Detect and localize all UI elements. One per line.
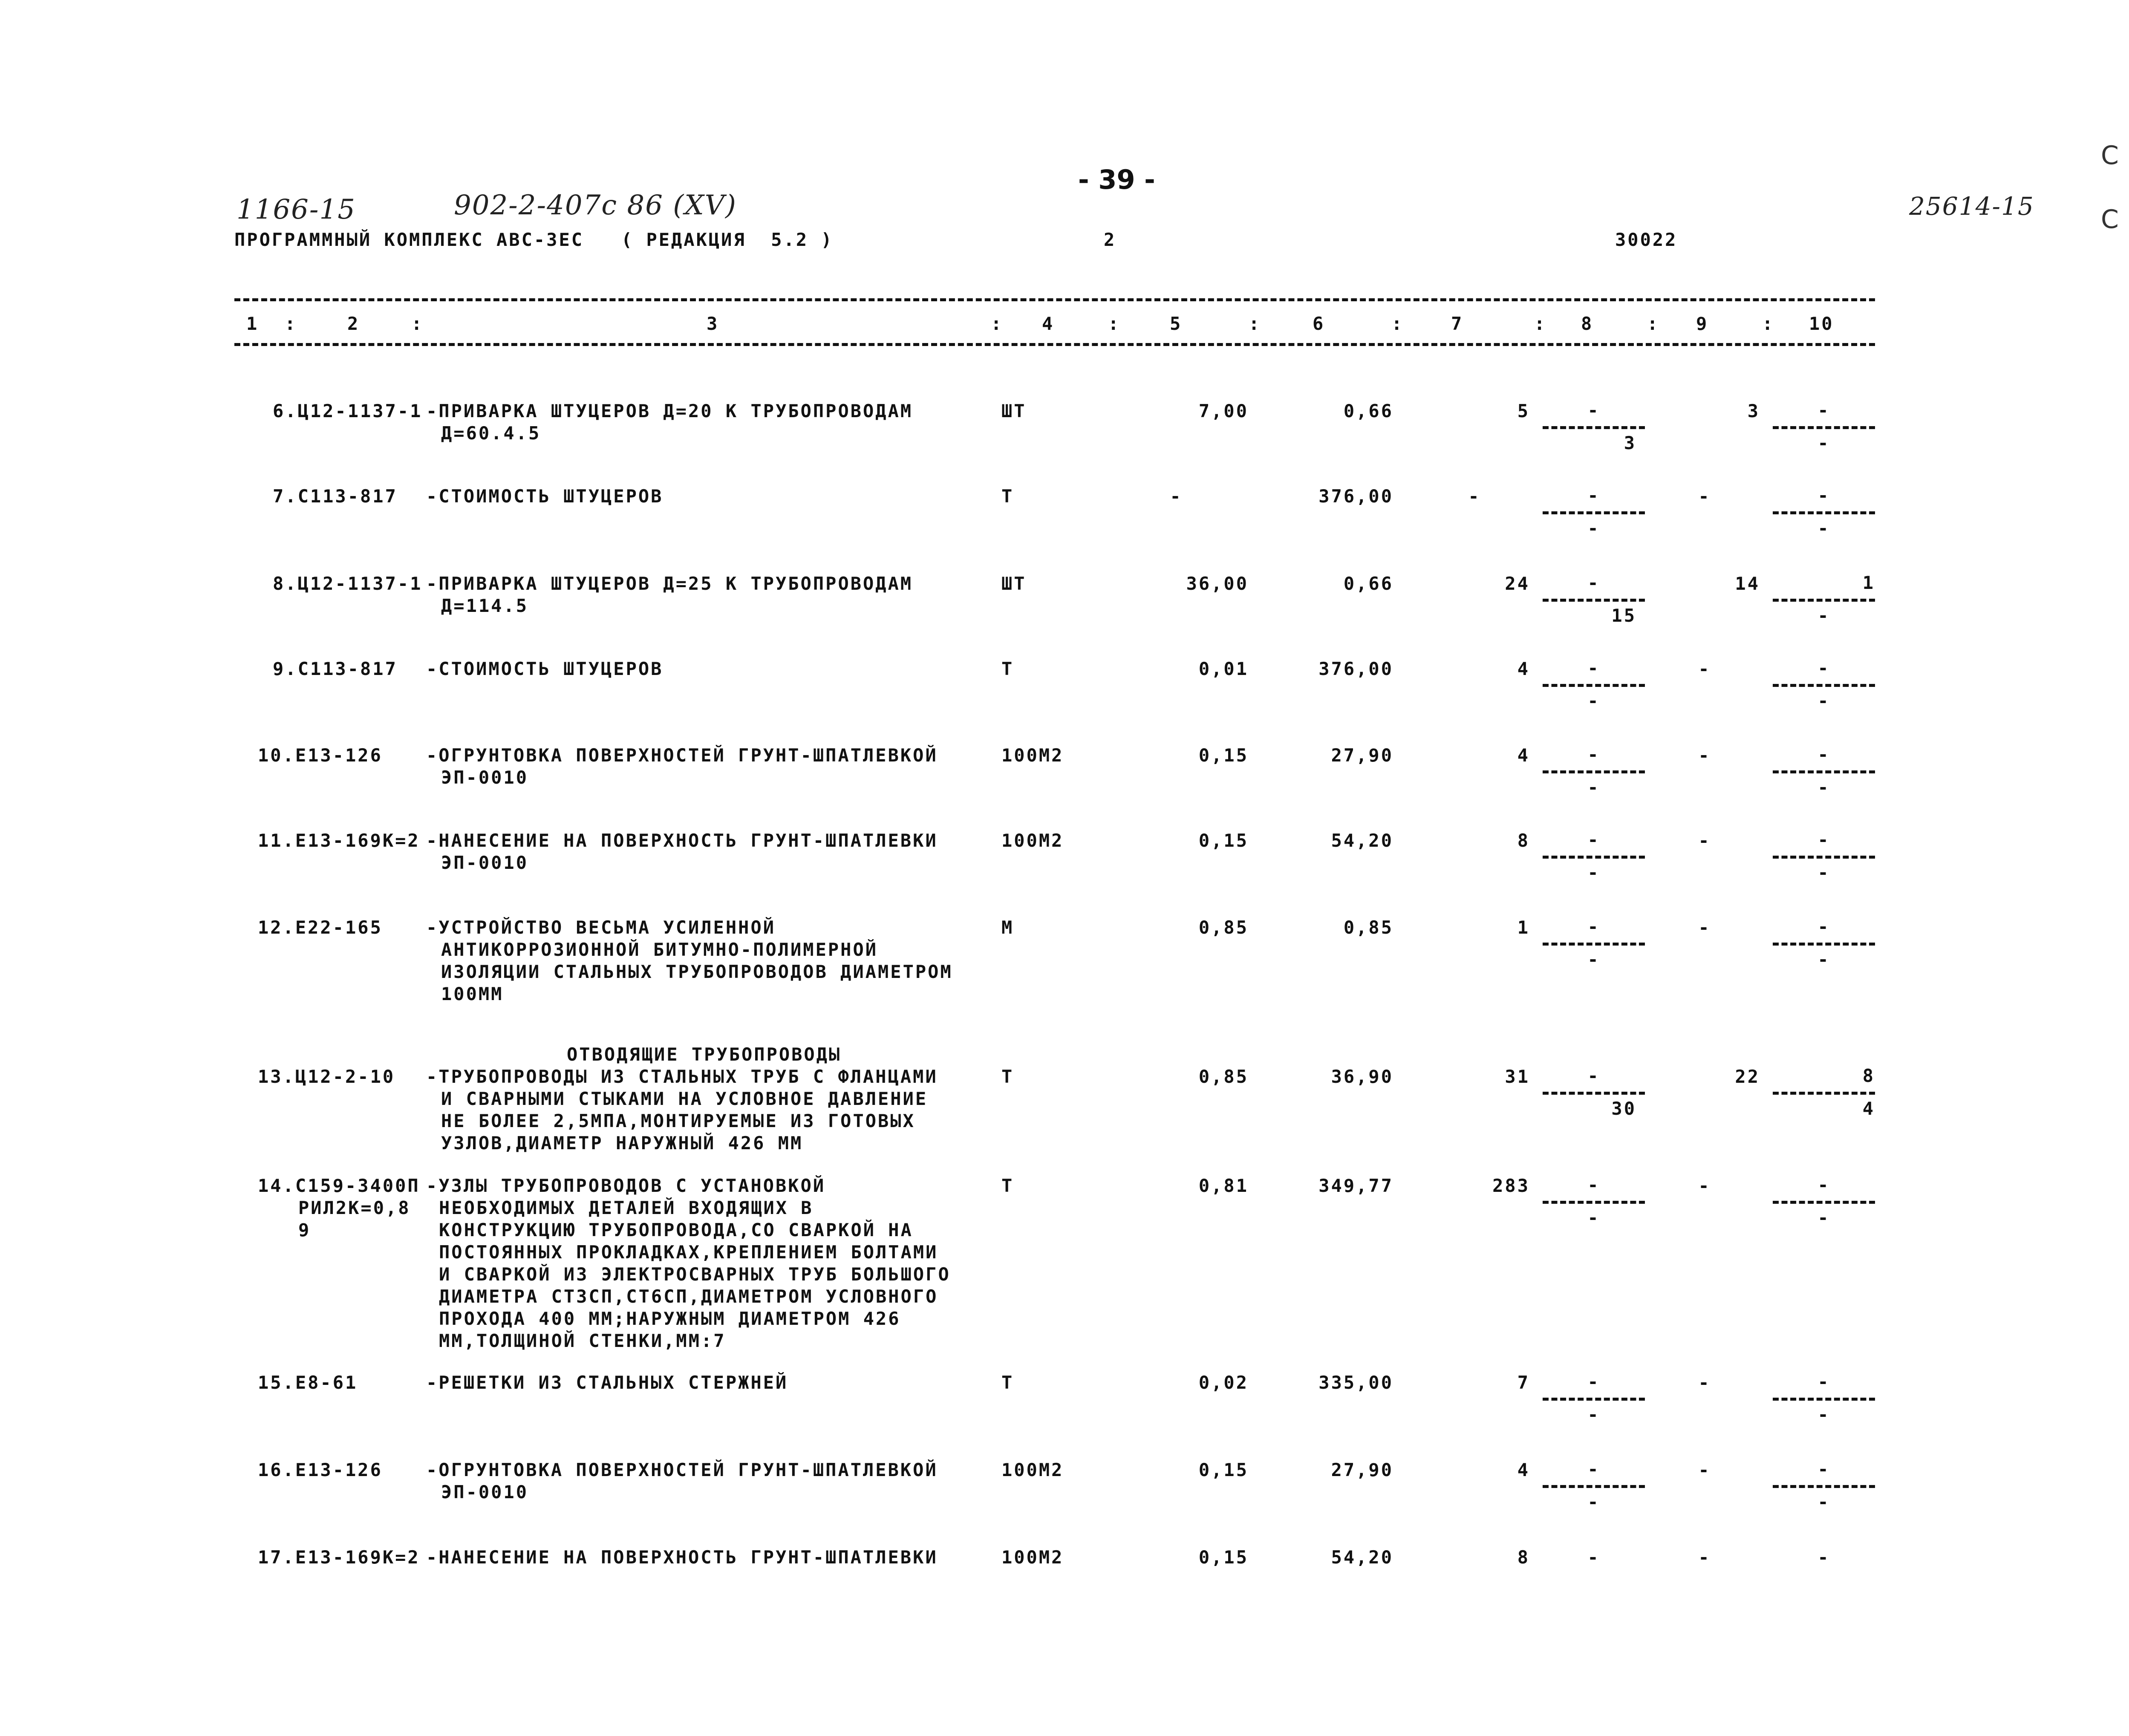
row-col9: -	[1698, 1459, 1711, 1480]
row-desc: Д=114.5	[441, 595, 529, 616]
col-header-10: 10	[1809, 313, 1834, 334]
row-col10-bottom: 4	[1862, 1098, 1875, 1119]
row-col8-bottom: -	[1587, 1404, 1600, 1425]
row-desc: И СВАРКОЙ ИЗ ЭЛЕКТРОСВАРНЫХ ТРУБ БОЛЬШОГО	[439, 1264, 951, 1285]
row-col10-fraction	[1773, 658, 1875, 711]
row-desc: -УСТРОЙСТВО ВЕСЬМА УСИЛЕННОЙ	[426, 917, 776, 938]
row-col10-fraction	[1773, 486, 1875, 538]
row-col9: -	[1698, 1547, 1711, 1568]
row-col8-top: -	[1587, 1459, 1600, 1479]
row-quantity: 0,01	[1198, 658, 1249, 679]
row-desc: ЭП-0010	[441, 767, 529, 788]
row-unit: Т	[1001, 486, 1014, 507]
sheet-number: 2	[1104, 229, 1116, 250]
row-col8-top: -	[1587, 657, 1600, 678]
col-header-2: 2	[347, 313, 360, 334]
col-header-5: 5	[1170, 313, 1183, 334]
row-unit: Т	[1001, 658, 1014, 679]
row-col9: -	[1698, 1175, 1711, 1196]
row-col8-top: -	[1587, 485, 1600, 506]
row-col9: -	[1698, 830, 1711, 851]
row-col8-bottom: 3	[1624, 433, 1636, 453]
row-col9: -	[1698, 486, 1711, 507]
row-col8-bottom: 30	[1611, 1098, 1636, 1119]
row-desc: ПРОХОДА 400 ММ;НАРУЖНЫМ ДИАМЕТРОМ 426	[439, 1308, 901, 1329]
row-col10-bottom: -	[1817, 949, 1830, 970]
row-col10-top: -	[1817, 1174, 1830, 1195]
row-desc: -НАНЕСЕНИЕ НА ПОВЕРХНОСТЬ ГРУНТ-ШПАТЛЕВКИ	[426, 830, 938, 851]
row-col7: 8	[1517, 830, 1530, 851]
row-col10-top: -	[1817, 657, 1830, 678]
row-col7: 1	[1517, 917, 1530, 938]
row-code: 11.Е13-169К=2	[258, 830, 420, 851]
row-price: 376,00	[1318, 658, 1393, 679]
row-col8-bottom: -	[1587, 1207, 1600, 1228]
row-price: 27,90	[1331, 1459, 1393, 1480]
row-col9: -	[1698, 1372, 1711, 1393]
row-unit: 100М2	[1001, 830, 1064, 851]
row-col7: 24	[1505, 573, 1530, 594]
row-code: 15.Е8-61	[258, 1372, 358, 1393]
row-col8-bottom: -	[1587, 518, 1600, 539]
row-col10-top: -	[1817, 1547, 1830, 1568]
handwritten-inventory-number: 1166-15	[237, 194, 356, 225]
row-col10-top: -	[1817, 400, 1830, 421]
row-unit: Т	[1001, 1175, 1014, 1196]
col-header-1: 1	[246, 313, 259, 334]
row-col10-top: 1	[1862, 572, 1875, 593]
row-col10-top: -	[1817, 744, 1830, 765]
row-col10-bottom: -	[1817, 777, 1830, 798]
row-col8-top: -	[1587, 1174, 1600, 1195]
handwritten-project-code: 902-2-407с 86 (XV)	[454, 190, 737, 221]
row-desc: НЕ БОЛЕЕ 2,5МПА,МОНТИРУЕМЫЕ ИЗ ГОТОВЫХ	[441, 1110, 915, 1131]
row-desc: -НАНЕСЕНИЕ НА ПОВЕРХНОСТЬ ГРУНТ-ШПАТЛЕВКИ	[426, 1547, 938, 1568]
row-unit: ШТ	[1001, 401, 1027, 421]
row-col10-bottom: -	[1817, 605, 1830, 626]
row-col8-bottom: -	[1587, 1491, 1600, 1512]
row-col7: 4	[1517, 745, 1530, 766]
row-quantity: 0,85	[1198, 1066, 1249, 1087]
row-desc: -ПРИВАРКА ШТУЦЕРОВ Д=20 К ТРУБОПРОВОДАМ	[426, 401, 913, 421]
row-col10-bottom: -	[1817, 1404, 1830, 1425]
row-col9: -	[1698, 917, 1711, 938]
row-quantity: 0,15	[1198, 830, 1249, 851]
row-col7: 7	[1517, 1372, 1530, 1393]
row-col8-fraction	[1543, 658, 1645, 711]
row-desc: -СТОИМОСТЬ ШТУЦЕРОВ	[426, 658, 664, 679]
row-price: 0,85	[1343, 917, 1393, 938]
row-col8-fraction	[1543, 573, 1645, 626]
row-col8-bottom: -	[1587, 777, 1600, 798]
row-desc: ИЗОЛЯЦИИ СТАЛЬНЫХ ТРУБОПРОВОДОВ ДИАМЕТРОМ	[441, 961, 953, 982]
row-price: 335,00	[1318, 1372, 1393, 1393]
row-unit: Т	[1001, 1372, 1014, 1393]
row-col7: 283	[1492, 1175, 1530, 1196]
row-col10-fraction	[1773, 1066, 1875, 1119]
margin-mark-top: C	[2101, 141, 2119, 170]
row-col10-bottom: -	[1817, 433, 1830, 453]
row-col8-top: -	[1587, 744, 1600, 765]
row-desc: -УЗЛЫ ТРУБОПРОВОДОВ С УСТАНОВКОЙ	[426, 1175, 826, 1196]
row-desc: НЕОБХОДИМЫХ ДЕТАЛЕЙ ВХОДЯЩИХ В	[439, 1197, 814, 1218]
row-col8-fraction	[1543, 1175, 1645, 1228]
table-header-rule	[234, 343, 1875, 346]
row-unit: 100М2	[1001, 1547, 1064, 1568]
row-unit: М	[1001, 917, 1014, 938]
row-col7: 5	[1517, 401, 1530, 421]
page-number: - 39 -	[1078, 164, 1155, 195]
row-col10-fraction	[1773, 1459, 1875, 1512]
row-col10-bottom: -	[1817, 1207, 1830, 1228]
row-desc: И СВАРНЫМИ СТЫКАМИ НА УСЛОВНОЕ ДАВЛЕНИЕ	[441, 1088, 928, 1109]
row-desc: АНТИКОРРОЗИОННОЙ БИТУМНО-ПОЛИМЕРНОЙ	[441, 939, 878, 960]
row-col8-top: -	[1587, 1547, 1600, 1568]
col-header-9: 9	[1696, 313, 1709, 334]
row-col9: 14	[1735, 573, 1760, 594]
row-code: 10.Е13-126	[258, 745, 383, 766]
row-col7: 4	[1517, 1459, 1530, 1480]
row-code: 9.С113-817	[273, 658, 398, 679]
row-col8-bottom: -	[1587, 949, 1600, 970]
row-col10-top: 8	[1862, 1065, 1875, 1086]
row-price: 0,66	[1343, 401, 1393, 421]
row-code: 16.Е13-126	[258, 1459, 383, 1480]
row-code-continued: РИЛ2К=0,8	[298, 1197, 411, 1218]
row-desc: УЗЛОВ,ДИАМЕТР НАРУЖНЫЙ 426 ММ	[441, 1133, 803, 1153]
row-col8-bottom: -	[1587, 690, 1600, 711]
row-col8-top: -	[1587, 400, 1600, 421]
row-col8-bottom: -	[1587, 862, 1600, 883]
row-col10-bottom: -	[1817, 1491, 1830, 1512]
row-col8-fraction	[1543, 1066, 1645, 1119]
row-col10-top: -	[1817, 1371, 1830, 1392]
row-desc: 100ММ	[441, 983, 504, 1004]
row-col10-bottom: -	[1817, 862, 1830, 883]
row-price: 376,00	[1318, 486, 1393, 507]
row-col8-top: -	[1587, 1371, 1600, 1392]
row-col10-fraction	[1773, 830, 1875, 882]
row-col8-top: -	[1587, 1065, 1600, 1086]
row-col10-fraction	[1773, 573, 1875, 626]
row-unit: Т	[1001, 1066, 1014, 1087]
row-price: 54,20	[1331, 1547, 1393, 1568]
row-code: 6.Ц12-1137-1	[273, 401, 423, 421]
row-desc: ДИАМЕТРА СТ3СП,СТ6СП,ДИАМЕТРОМ УСЛОВНОГО	[439, 1286, 938, 1307]
col-header-8: 8	[1581, 313, 1594, 334]
row-col8-fraction	[1543, 1459, 1645, 1512]
row-price: 54,20	[1331, 830, 1393, 851]
row-unit: ШТ	[1001, 573, 1027, 594]
row-quantity: 0,15	[1198, 1459, 1249, 1480]
row-col10-fraction	[1773, 1175, 1875, 1228]
row-code-continued: 9	[298, 1220, 311, 1240]
row-quantity: 36,00	[1186, 573, 1249, 594]
row-col8-fraction	[1543, 830, 1645, 882]
row-col10-top: -	[1817, 1459, 1830, 1479]
row-col10-top: -	[1817, 485, 1830, 506]
row-code: 12.Е22-165	[258, 917, 383, 938]
row-col9: -	[1698, 658, 1711, 679]
row-col7: -	[1468, 486, 1481, 507]
row-quantity: 0,15	[1198, 745, 1249, 766]
row-col8-top: -	[1587, 916, 1600, 937]
row-quantity: 7,00	[1198, 401, 1249, 421]
row-unit: 100М2	[1001, 1459, 1064, 1480]
row-desc: Д=60.4.5	[441, 423, 541, 444]
row-col10-fraction	[1773, 1372, 1875, 1425]
row-desc: -ТРУБОПРОВОДЫ ИЗ СТАЛЬНЫХ ТРУБ С ФЛАНЦАМИ	[426, 1066, 938, 1087]
row-quantity: 0,02	[1198, 1372, 1249, 1393]
row-col10-fraction	[1773, 745, 1875, 797]
row-price: 27,90	[1331, 745, 1393, 766]
row-desc: КОНСТРУКЦИЮ ТРУБОПРОВОДА,СО СВАРКОЙ НА	[439, 1220, 913, 1240]
row-col10-top: -	[1817, 916, 1830, 937]
table-top-rule	[234, 298, 1875, 301]
row-code: 14.С159-3400П	[258, 1175, 420, 1196]
row-col10-fraction	[1773, 401, 1875, 453]
row-desc: ЭП-0010	[441, 852, 529, 873]
col-header-3: 3	[707, 313, 719, 334]
row-col8-fraction	[1543, 401, 1645, 453]
row-col10-bottom: -	[1817, 690, 1830, 711]
row-quantity: -	[1170, 486, 1183, 507]
row-col8-fraction	[1543, 486, 1645, 538]
row-unit: 100М2	[1001, 745, 1064, 766]
row-col10-bottom: -	[1817, 518, 1830, 539]
row-desc: ММ,ТОЛЩИНОЙ СТЕНКИ,ММ:7	[439, 1330, 726, 1351]
row-col9: -	[1698, 745, 1711, 766]
section-heading: ОТВОДЯЩИЕ ТРУБОПРОВОДЫ	[567, 1044, 842, 1065]
row-col9: 22	[1735, 1066, 1760, 1087]
row-col8-fraction	[1543, 745, 1645, 797]
row-col8-top: -	[1587, 829, 1600, 850]
row-col7: 4	[1517, 658, 1530, 679]
row-col10-fraction	[1773, 917, 1875, 969]
document-code: 30022	[1615, 229, 1678, 250]
row-col8-top: -	[1587, 572, 1600, 593]
row-desc: -РЕШЕТКИ ИЗ СТАЛЬНЫХ СТЕРЖНЕЙ	[426, 1372, 788, 1393]
row-desc: -ОГРУНТОВКА ПОВЕРХНОСТЕЙ ГРУНТ-ШПАТЛЕВКОЙ	[426, 745, 938, 766]
program-header: ПРОГРАММНЫЙ КОМПЛЕКС АВС-3ЕС ( РЕДАКЦИЯ 5.2 )	[234, 229, 834, 250]
col-header-6: 6	[1313, 313, 1325, 334]
row-desc: -ПРИВАРКА ШТУЦЕРОВ Д=25 К ТРУБОПРОВОДАМ	[426, 573, 913, 594]
row-price: 36,90	[1331, 1066, 1393, 1087]
row-desc: -СТОИМОСТЬ ШТУЦЕРОВ	[426, 486, 664, 507]
row-quantity: 0,15	[1198, 1547, 1249, 1568]
row-price: 0,66	[1343, 573, 1393, 594]
row-code: 13.Ц12-2-10	[258, 1066, 395, 1087]
row-code: 7.С113-817	[273, 486, 398, 507]
row-col8-bottom: 15	[1611, 605, 1636, 626]
col-header-4: 4	[1042, 313, 1055, 334]
row-quantity: 0,81	[1198, 1175, 1249, 1196]
row-price: 349,77	[1318, 1175, 1393, 1196]
row-col8-fraction	[1543, 1372, 1645, 1425]
col-header-7: 7	[1451, 313, 1464, 334]
row-code: 8.Ц12-1137-1	[273, 573, 423, 594]
row-col9: 3	[1747, 401, 1760, 421]
row-code: 17.Е13-169К=2	[258, 1547, 420, 1568]
row-col10-top: -	[1817, 829, 1830, 850]
row-desc: ЭП-0010	[441, 1482, 529, 1502]
row-desc: ПОСТОЯННЫХ ПРОКЛАДКАХ,КРЕПЛЕНИЕМ БОЛТАМИ	[439, 1242, 938, 1263]
row-desc: -ОГРУНТОВКА ПОВЕРХНОСТЕЙ ГРУНТ-ШПАТЛЕВКОЙ	[426, 1459, 938, 1480]
handwritten-archive-number: 25614-15	[1909, 192, 2034, 221]
row-col7: 8	[1517, 1547, 1530, 1568]
row-quantity: 0,85	[1198, 917, 1249, 938]
row-col7: 31	[1505, 1066, 1530, 1087]
row-col8-fraction	[1543, 917, 1645, 969]
margin-mark-bottom: C	[2101, 205, 2119, 234]
